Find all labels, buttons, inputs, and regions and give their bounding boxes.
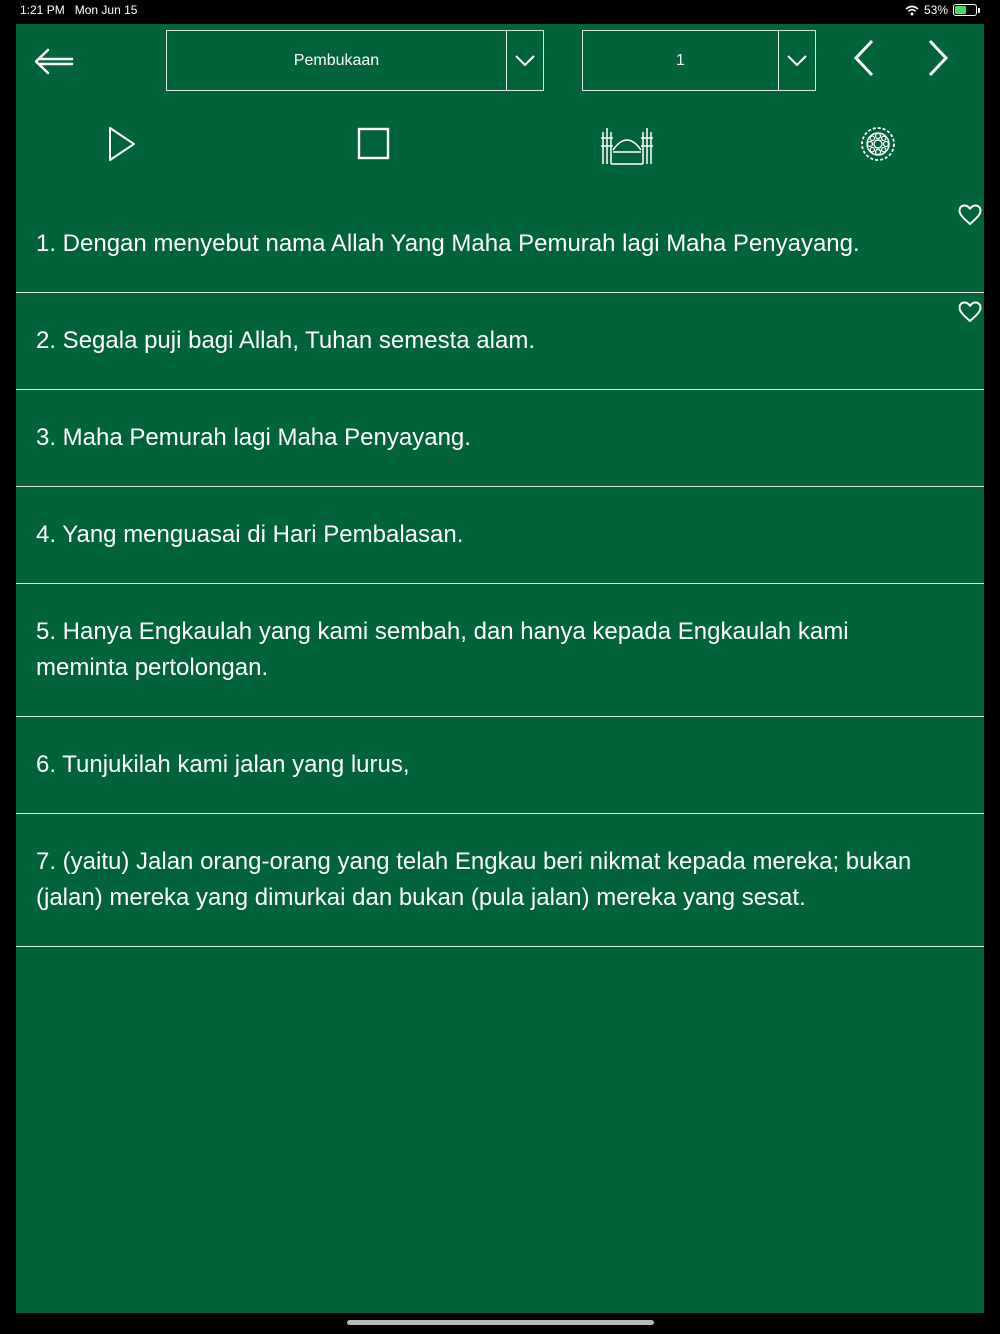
status-bar [0, 0, 1000, 22]
mosque-button[interactable] [594, 120, 660, 168]
verse-select[interactable] [582, 30, 816, 91]
favorite-button[interactable] [958, 298, 982, 320]
verse-text: 6. Tunjukilah kami jalan yang lurus, [36, 751, 410, 778]
verse-row[interactable] [16, 814, 984, 947]
toolbar [16, 120, 984, 172]
verse-text: 7. (yaitu) Jalan orang-orang yang telah Engkau beri nikmat kepada mereka; bukan (jalan) mereka yang dimurkai dan bukan (pula jalan) mereka yang sesat. [36, 848, 912, 911]
verse-row[interactable] [16, 390, 984, 487]
verse-row[interactable] [16, 196, 984, 293]
battery-fill [955, 6, 966, 14]
status-time [20, 3, 137, 17]
verse-row[interactable] [16, 584, 984, 717]
chevron-down-icon [786, 54, 808, 68]
verse-row[interactable] [16, 293, 984, 390]
surah-select-value: Pembukaan [293, 51, 380, 69]
home-indicator[interactable] [347, 1320, 654, 1325]
status-right [905, 3, 980, 17]
stop-button[interactable] [350, 120, 398, 168]
wifi-icon [905, 5, 919, 16]
verse-select-arrow[interactable] [778, 31, 815, 90]
settings-icon [858, 124, 898, 164]
status-date: Mon Jun 15 [74, 3, 138, 17]
verse-row[interactable] [16, 487, 984, 584]
verse-list [16, 196, 984, 947]
mosque-icon [597, 122, 657, 166]
settings-button[interactable] [854, 120, 902, 168]
previous-button[interactable] [848, 38, 880, 78]
battery-tip [978, 8, 980, 13]
verse-text: 1. Dengan menyebut nama Allah Yang Maha Pemurah lagi Maha Penyayang. [36, 230, 860, 257]
surah-select-arrow[interactable] [506, 31, 543, 90]
verse-text: 5. Hanya Engkaulah yang kami sembah, dan hanya kepada Engkaulah kami meminta pertolongan. [36, 618, 849, 681]
back-button[interactable] [31, 44, 76, 79]
verse-text: 3. Maha Pemurah lagi Maha Penyayang. [36, 424, 471, 451]
verse-row[interactable] [16, 717, 984, 814]
verse-text: 4. Yang menguasai di Hari Pembalasan. [36, 521, 464, 548]
status-clock: 1:21 PM [20, 3, 65, 17]
chevron-left-icon [848, 38, 880, 78]
top-bar [16, 24, 984, 96]
arrow-left-icon [31, 44, 76, 79]
verse-select-value: 1 [676, 51, 685, 69]
favorite-button[interactable] [958, 201, 982, 223]
battery-percent: 53% [923, 3, 948, 17]
heart-icon [958, 204, 982, 226]
app-window [16, 24, 984, 1313]
verse-text: 2. Segala puji bagi Allah, Tuhan semesta alam. [36, 327, 535, 354]
chevron-down-icon [514, 54, 536, 68]
heart-icon [958, 301, 982, 323]
surah-select[interactable] [166, 30, 544, 91]
next-button[interactable] [922, 38, 954, 78]
battery-icon [953, 4, 977, 16]
play-button[interactable] [98, 120, 146, 168]
play-icon [106, 125, 138, 163]
stop-icon [357, 127, 391, 161]
chevron-right-icon [922, 38, 954, 78]
